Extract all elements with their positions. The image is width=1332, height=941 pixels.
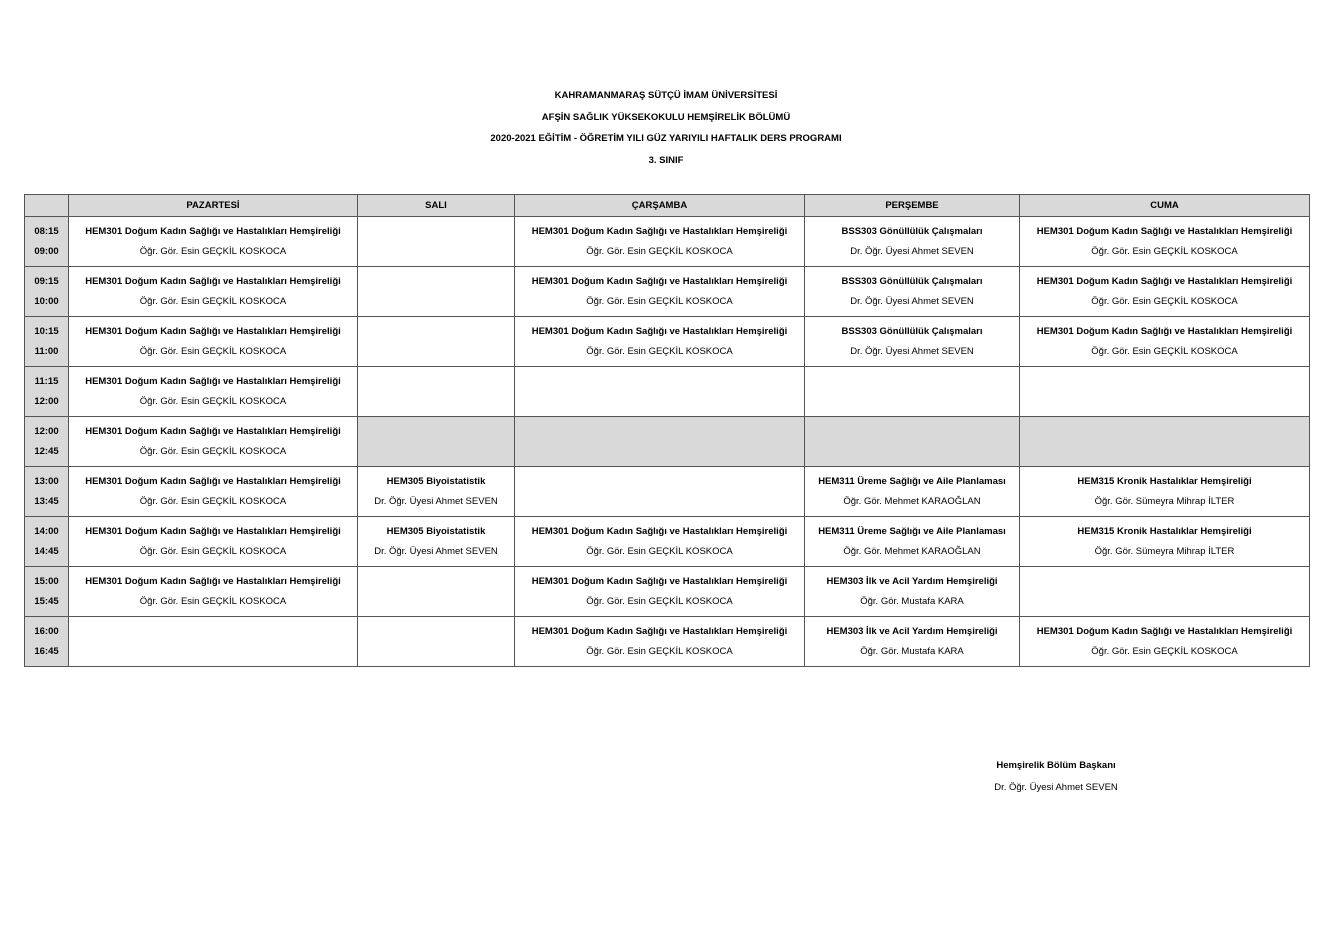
day-header-row (25, 195, 1310, 217)
course-name: HEM315 Kronik Hastalıklar Hemşireliği (1077, 525, 1252, 537)
course-name: HEM301 Doğum Kadın Sağlığı ve Hastalıkları Hemşireliği (85, 425, 341, 437)
course-name: HEM301 Doğum Kadın Sağlığı ve Hastalıkları Hemşireliği (531, 325, 788, 337)
schedule-cell (69, 367, 358, 417)
schedule-cell (515, 617, 805, 667)
schedule-cell (358, 317, 515, 367)
schedule-row (25, 317, 1310, 367)
instructor-name: Öğr. Gör. Esin GEÇKİL KOSKOCA (586, 345, 733, 357)
schedule-cell (69, 617, 358, 667)
time-end: 11:00 (34, 345, 59, 357)
instructor-name: Dr. Öğr. Üyesi Ahmet SEVEN (374, 495, 498, 507)
course-name: HEM301 Doğum Kadın Sağlığı ve Hastalıkları Hemşireliği (85, 375, 341, 387)
schedule-cell (1020, 267, 1310, 317)
course-name: HEM301 Doğum Kadın Sağlığı ve Hastalıkları Hemşireliği (85, 275, 341, 287)
instructor-name: Öğr. Gör. Esin GEÇKİL KOSKOCA (139, 545, 287, 557)
schedule-cell (69, 217, 358, 267)
time-slot (25, 417, 69, 467)
day-header: PAZARTESİ (69, 195, 358, 217)
time-start: 08:15 (34, 225, 59, 237)
instructor-name: Öğr. Gör. Esin GEÇKİL KOSKOCA (139, 495, 287, 507)
schedule-cell (515, 217, 805, 267)
instructor-name: Öğr. Gör. Esin GEÇKİL KOSKOCA (1091, 645, 1238, 657)
schedule-cell (358, 617, 515, 667)
schedule-cell (1020, 517, 1310, 567)
instructor-name: Öğr. Gör. Esin GEÇKİL KOSKOCA (139, 445, 287, 457)
schedule-cell (1020, 467, 1310, 517)
schedule-cell (69, 517, 358, 567)
course-name: HEM311 Üreme Sağlığı ve Aile Planlaması (818, 475, 1006, 487)
course-name: HEM301 Doğum Kadın Sağlığı ve Hastalıkları Hemşireliği (85, 325, 341, 337)
schedule-cell (1020, 417, 1310, 467)
schedule-cell (358, 267, 515, 317)
time-slot (25, 517, 69, 567)
instructor-name: Öğr. Gör. Sümeyra Mihrap İLTER (1094, 495, 1235, 507)
schedule-cell (805, 267, 1020, 317)
schedule-cell (515, 567, 805, 617)
course-name: HEM301 Doğum Kadın Sağlığı ve Hastalıkları Hemşireliği (1036, 275, 1293, 287)
time-end: 12:00 (34, 395, 59, 407)
time-end: 16:45 (34, 645, 59, 657)
time-slot (25, 567, 69, 617)
time-end: 09:00 (34, 245, 59, 257)
course-name: HEM303 İlk ve Acil Yardım Hemşireliği (826, 625, 998, 637)
time-slot (25, 317, 69, 367)
instructor-name: Öğr. Gör. Esin GEÇKİL KOSKOCA (139, 395, 287, 407)
instructor-name: Öğr. Gör. Mehmet KARAOĞLAN (843, 495, 981, 507)
schedule-cell (515, 267, 805, 317)
instructor-name: Öğr. Gör. Esin GEÇKİL KOSKOCA (586, 245, 733, 257)
schedule-cell (805, 517, 1020, 567)
instructor-name: Öğr. Gör. Esin GEÇKİL KOSKOCA (586, 545, 733, 557)
course-name: HEM301 Doğum Kadın Sağlığı ve Hastalıkları Hemşireliği (531, 225, 788, 237)
schedule-row (25, 617, 1310, 667)
time-start: 13:00 (34, 475, 59, 487)
program-title: 2020-2021 EĞİTİM - ÖĞRETİM YILI GÜZ YARIYILI HAFTALIK DERS PROGRAMI (490, 133, 842, 144)
time-start: 16:00 (34, 625, 59, 637)
course-name: HEM315 Kronik Hastalıklar Hemşireliği (1077, 475, 1252, 487)
department-title: AFŞİN SAĞLIK YÜKSEKOKULU HEMŞİRELİK BÖLÜMÜ (541, 111, 791, 123)
instructor-name: Öğr. Gör. Esin GEÇKİL KOSKOCA (139, 595, 287, 607)
schedule-cell (1020, 567, 1310, 617)
instructor-name: Öğr. Gör. Esin GEÇKİL KOSKOCA (1091, 245, 1238, 257)
course-name: HEM303 İlk ve Acil Yardım Hemşireliği (826, 575, 998, 587)
schedule-row (25, 267, 1310, 317)
time-slot (25, 267, 69, 317)
day-header: ÇARŞAMBA (515, 195, 805, 217)
schedule-cell (515, 467, 805, 517)
schedule-cell (358, 417, 515, 467)
instructor-name: Dr. Öğr. Üyesi Ahmet SEVEN (850, 245, 974, 257)
university-title: KAHRAMANMARAŞ SÜTÇÜ İMAM ÜNİVERSİTESİ (554, 90, 778, 101)
instructor-name: Öğr. Gör. Esin GEÇKİL KOSKOCA (139, 295, 287, 307)
document-header (0, 88, 1332, 174)
instructor-name: Öğr. Gör. Mehmet KARAOĞLAN (843, 545, 981, 557)
course-name: HEM301 Doğum Kadın Sağlığı ve Hastalıkları Hemşireliği (1036, 625, 1293, 637)
schedule-cell (515, 367, 805, 417)
instructor-name: Öğr. Gör. Esin GEÇKİL KOSKOCA (586, 295, 733, 307)
instructor-name: Öğr. Gör. Esin GEÇKİL KOSKOCA (586, 645, 733, 657)
time-end: 14:45 (34, 545, 59, 557)
time-start: 10:15 (34, 325, 59, 337)
schedule-cell (1020, 367, 1310, 417)
course-name: HEM305 Biyoistatistik (386, 475, 486, 487)
instructor-name: Öğr. Gör. Mustafa KARA (860, 645, 964, 657)
day-header: CUMA (1020, 195, 1310, 217)
time-slot (25, 467, 69, 517)
class-title: 3. SINIF (648, 154, 684, 166)
day-header: SALI (358, 195, 515, 217)
schedule-row (25, 517, 1310, 567)
schedule-row (25, 217, 1310, 267)
time-end: 12:45 (34, 445, 59, 457)
time-slot (25, 217, 69, 267)
instructor-name: Dr. Öğr. Üyesi Ahmet SEVEN (850, 345, 974, 357)
schedule-table (24, 194, 1310, 667)
course-name: HEM301 Doğum Kadın Sağlığı ve Hastalıkları Hemşireliği (531, 525, 788, 537)
course-name: BSS303 Gönüllülük Çalışmaları (841, 275, 983, 287)
schedule-row (25, 367, 1310, 417)
instructor-name: Öğr. Gör. Mustafa KARA (860, 595, 964, 607)
schedule-row (25, 467, 1310, 517)
signature-title: Hemşirelik Bölüm Başkanı (996, 760, 1116, 771)
time-start: 09:15 (34, 275, 59, 287)
signature-name: Dr. Öğr. Üyesi Ahmet SEVEN (994, 782, 1118, 793)
schedule-cell (358, 367, 515, 417)
course-name: HEM301 Doğum Kadın Sağlığı ve Hastalıkları Hemşireliği (85, 475, 341, 487)
schedule-cell (1020, 217, 1310, 267)
schedule-cell (69, 267, 358, 317)
schedule-row (25, 567, 1310, 617)
time-slot (25, 617, 69, 667)
instructor-name: Dr. Öğr. Üyesi Ahmet SEVEN (850, 295, 974, 307)
instructor-name: Öğr. Gör. Esin GEÇKİL KOSKOCA (1091, 345, 1238, 357)
schedule-row (25, 417, 1310, 467)
schedule-cell (358, 217, 515, 267)
schedule-cell (1020, 317, 1310, 367)
schedule-cell (515, 317, 805, 367)
schedule-cell (805, 417, 1020, 467)
schedule-cell (69, 417, 358, 467)
course-name: BSS303 Gönüllülük Çalışmaları (841, 325, 983, 337)
time-start: 15:00 (34, 575, 59, 587)
time-start: 11:15 (34, 375, 59, 387)
course-name: HEM301 Doğum Kadın Sağlığı ve Hastalıkları Hemşireliği (85, 225, 341, 237)
schedule-cell (69, 317, 358, 367)
schedule-cell (515, 517, 805, 567)
schedule-cell (805, 467, 1020, 517)
schedule-cell (69, 467, 358, 517)
schedule-cell (805, 367, 1020, 417)
schedule-cell (358, 467, 515, 517)
course-name: HEM301 Doğum Kadın Sağlığı ve Hastalıkları Hemşireliği (1036, 325, 1293, 337)
schedule-cell (805, 617, 1020, 667)
instructor-name: Öğr. Gör. Esin GEÇKİL KOSKOCA (139, 245, 287, 257)
schedule-cell (805, 567, 1020, 617)
schedule-cell (805, 217, 1020, 267)
time-header (25, 195, 69, 217)
course-name: HEM301 Doğum Kadın Sağlığı ve Hastalıkları Hemşireliği (531, 575, 788, 587)
schedule-cell (358, 567, 515, 617)
schedule-cell (358, 517, 515, 567)
course-name: HEM301 Doğum Kadın Sağlığı ve Hastalıkları Hemşireliği (531, 275, 788, 287)
course-name: HEM311 Üreme Sağlığı ve Aile Planlaması (818, 525, 1006, 537)
instructor-name: Öğr. Gör. Esin GEÇKİL KOSKOCA (586, 595, 733, 607)
time-end: 15:45 (34, 595, 59, 607)
course-name: HEM301 Doğum Kadın Sağlığı ve Hastalıkları Hemşireliği (85, 525, 341, 537)
course-name: HEM301 Doğum Kadın Sağlığı ve Hastalıkları Hemşireliği (1036, 225, 1293, 237)
time-end: 13:45 (34, 495, 59, 507)
time-end: 10:00 (34, 295, 59, 307)
instructor-name: Öğr. Gör. Esin GEÇKİL KOSKOCA (1091, 295, 1238, 307)
instructor-name: Dr. Öğr. Üyesi Ahmet SEVEN (374, 545, 498, 557)
instructor-name: Öğr. Gör. Esin GEÇKİL KOSKOCA (139, 345, 287, 357)
course-name: HEM301 Doğum Kadın Sağlığı ve Hastalıkları Hemşireliği (531, 625, 788, 637)
course-name: BSS303 Gönüllülük Çalışmaları (841, 225, 983, 237)
day-header: PERŞEMBE (805, 195, 1020, 217)
schedule-cell (1020, 617, 1310, 667)
course-name: HEM301 Doğum Kadın Sağlığı ve Hastalıkları Hemşireliği (85, 575, 341, 587)
time-slot (25, 367, 69, 417)
schedule-cell (515, 417, 805, 467)
time-start: 14:00 (34, 525, 59, 537)
time-start: 12:00 (34, 425, 59, 437)
schedule-cell (805, 317, 1020, 367)
schedule-cell (69, 567, 358, 617)
instructor-name: Öğr. Gör. Sümeyra Mihrap İLTER (1094, 545, 1235, 557)
course-name: HEM305 Biyoistatistik (386, 525, 486, 537)
